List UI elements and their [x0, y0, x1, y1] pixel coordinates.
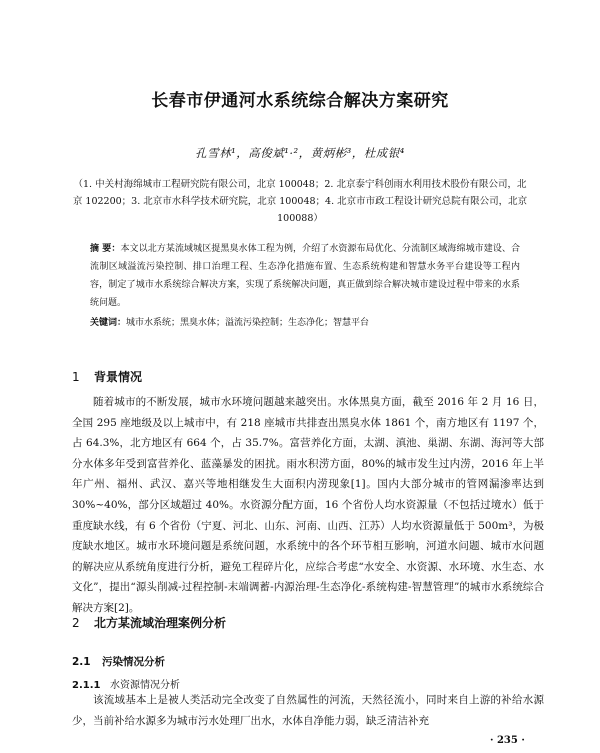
section-title: 水资源情况分析	[110, 680, 180, 691]
section-title: 污染情况分析	[102, 656, 165, 668]
paragraph-text: 该流域基本上是被人类活动完全改变了自然属性的河流，天然径流小，同时来自上游的补给水源少，当前补给水源多为城市污水处理厂出水，水体自净能力弱，缺乏清洁补充	[72, 694, 544, 727]
section-title: 背景情况	[94, 370, 143, 384]
author-list: 孔雪林¹，高俊斌¹·²，黄炳彬³，杜成银⁴	[195, 146, 405, 160]
paragraph-text: 随着城市的不断发展，城市水环境问题越来越突出。水体黑臭方面，截至 2016 年 2 月 16 日，全国 295 座地级及以上城市中，有 218 座城市共排查出黑臭水体 1861 个，南方地区有 1197 个，占 64.3%，北方地区有 664 个，占 35.7%。富营养化方面，太湖、滇池、巢湖、东湖、海河等大部分水体多年受到富营养化、蓝藻暴发的困扰。雨水积涝方面，80%的城市发生过内涝，2016 年上半年广州、福州、武汉、嘉兴等地相继发生大面积内涝现象[1]。国内大部分城市的管网漏渗率达到 30%~40%，部分区域超过 40%。水资源分配方面，16 个省份人均水资源量（不包括过境水）低于重度缺水线，有 6 个省份（宁夏、河北、山东、河南、山西、江苏）人均水资源量低于 500m³，为极度缺水地区。城市水环境问题是系统问题，水系统中的各个环节相互影响，河道水问题、城市水问题的解决应从系统角度进行分析，避免工程碎片化，应综合考虑“水安全、水资源、水环境、水生态、水文化”，提出“源头削减-过程控制-末端调蓄-内源治理-生态净化-系统构建-智慧管理”的城市水系统综合解决方案[2]。	[72, 396, 544, 614]
abstract-label: 摘 要：	[90, 244, 121, 254]
page-number: · 235 ·	[490, 735, 525, 746]
keywords-label: 关键词：	[90, 318, 127, 328]
section-number: 2.1	[72, 656, 91, 668]
section-number: 2.1.1	[72, 680, 101, 691]
subsection-heading-2-1	[72, 654, 165, 669]
section-number: 2	[72, 616, 80, 630]
section-heading-1	[72, 368, 142, 385]
keywords	[90, 314, 520, 332]
subsubsection-heading-2-1-1	[72, 676, 180, 691]
section-title: 北方某流域治理案例分析	[94, 616, 227, 630]
keywords-text: 城市水系统；黑臭水体；溢流污染控制；生态净化；智慧平台	[126, 318, 370, 328]
abstract-text: 本文以北方某流域城区提黑臭水体工程为例，介绍了水资源布局优化、分流制区域海绵城市建设、合流制区域溢流污染控制、排口治理工程、生态净化措施布置、生态系统构建和智慧水务平台建设等工程内容，制定了城市水系统综合解决方案，实现了系统解决问题，真正做到综合解决城市建设过程中带来的水系统问题。	[90, 244, 520, 308]
paper-title: 长春市伊通河水系统综合解决方案研究	[151, 91, 449, 111]
section-heading-2	[72, 614, 226, 631]
section-1-paragraph	[72, 392, 544, 619]
section-number: 1	[72, 370, 80, 384]
abstract	[90, 240, 520, 312]
affiliation: （1. 中关村海绵城市工程研究院有限公司，北京 100048；2. 北京泰宁科创雨水利用技术股份有限公司，北京 102200；3. 北京市水科学技术研究院，北京 100048；4. 北京市市政工程设计研究总院有限公司，北京 100088）	[72, 179, 528, 224]
section-2-1-1-paragraph	[72, 690, 544, 731]
